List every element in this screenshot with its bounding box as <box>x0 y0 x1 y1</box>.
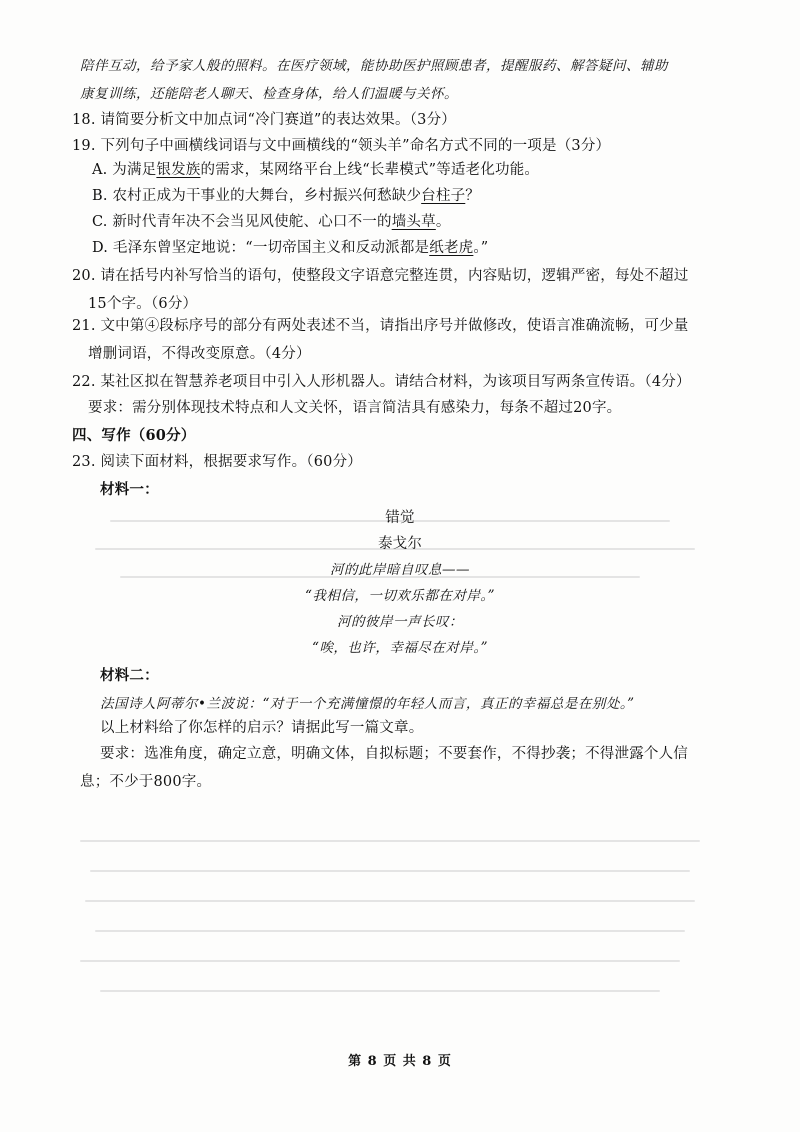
poem-line-2: “我相信，一切欢乐都在对岸。” <box>304 588 496 604</box>
option-a-underlined-word: 银发族 <box>156 162 201 178</box>
question-19-option-d <box>92 238 488 258</box>
poem-line-3: 河的彼岸一声长叹： <box>337 614 463 630</box>
option-d-underlined-word: 纸老虎 <box>429 240 474 256</box>
question-19-option-a <box>92 160 539 180</box>
intro-line-1: 陪伴互动，给予家人般的照料。在医疗领域，能协助医护照顾患者，提醒服药、解答疑问、辅助 <box>80 58 668 74</box>
question-23-stem: 23. 阅读下面材料，根据要求写作。（60分） <box>72 454 362 470</box>
bleed-through-mark <box>80 960 680 962</box>
material-2-text: 法国诗人阿蒂尔•兰波说：“对于一个充满憧憬的年轻人而言，真正的幸福总是在别处。” <box>100 696 635 712</box>
writing-requirement-line-2: 息；不少于800字。 <box>80 774 212 790</box>
page-number: 第 8 页 共 8 页 <box>348 1054 452 1069</box>
option-c-post: 。 <box>435 214 451 230</box>
question-22-line-1: 22. 某社区拟在智慧养老项目中引入人形机器人。请结合材料，为该项目写两条宣传语。（4分） <box>72 374 691 390</box>
bleed-through-mark <box>85 900 695 902</box>
question-21-line-2: 增删词语，不得改变原意。（4分） <box>88 346 311 362</box>
bleed-through-mark <box>95 930 685 932</box>
option-b-post: ？ <box>465 188 480 204</box>
option-d-post: 。” <box>473 240 489 256</box>
poem-line-1: 河的此岸暗自叹息—— <box>330 562 470 578</box>
material-2-label: 材料二： <box>100 667 159 684</box>
writing-requirement-line-1: 要求：选准角度，确定立意，明确文体，自拟标题；不要套作，不得抄袭；不得泄露个人信 <box>100 746 688 762</box>
option-b-underlined-word: 台柱子 <box>421 188 466 204</box>
poem-line-4: “唉，也许，幸福尽在对岸。” <box>311 640 489 656</box>
bleed-through-mark <box>80 840 700 842</box>
question-19-option-b <box>92 186 480 206</box>
question-21-line-1: 21. 文中第④段标序号的部分有两处表述不当，请指出序号并做修改，使语言准确流畅，可少量 <box>72 318 689 334</box>
option-d-pre: D. 毛泽东曾坚定地说：“一切帝国主义和反动派都是 <box>92 240 430 256</box>
question-19-stem: 19. 下列句子中画横线词语与文中画横线的“领头羊”命名方式不同的一项是（3分） <box>72 138 611 154</box>
writing-prompt: 以上材料给了你怎样的启示？请据此写一篇文章。 <box>100 720 424 736</box>
question-20-line-2: 15个字。（6分） <box>88 296 198 312</box>
question-19-option-c <box>92 212 451 232</box>
question-20-line-1: 20. 请在括号内补写恰当的语句，使整段文字语意完整连贯，内容贴切，逻辑严密，每处不超过 <box>72 268 689 284</box>
bleed-through-mark <box>90 870 690 872</box>
question-18: 18. 请简要分析文中加点词“冷门赛道”的表达效果。（3分） <box>72 112 456 128</box>
question-22-requirement: 要求：需分别体现技术特点和人文关怀，语言简洁具有感染力，每条不超过20字。 <box>88 400 622 416</box>
option-a-post: 的需求，某网络平台上线“长辈模式”等适老化功能。 <box>200 162 540 178</box>
material-1-label: 材料一： <box>100 481 159 498</box>
bleed-through-mark <box>100 990 660 992</box>
intro-line-2: 康复训练，还能陪老人聊天、检查身体，给人们温暖与关怀。 <box>80 86 458 102</box>
option-c-underlined-word: 墙头草 <box>391 214 436 230</box>
poem-author: 泰戈尔 <box>377 536 423 552</box>
option-b-pre: B. 农村正成为干事业的大舞台，乡村振兴何愁缺少 <box>92 188 422 204</box>
option-a-pre: A. 为满足 <box>92 162 157 178</box>
section-heading-writing: 四、写作（60分） <box>72 427 196 444</box>
poem-title: 错觉 <box>385 510 415 526</box>
option-c-pre: C. 新时代青年决不会当见风使舵、心口不一的 <box>92 214 392 230</box>
